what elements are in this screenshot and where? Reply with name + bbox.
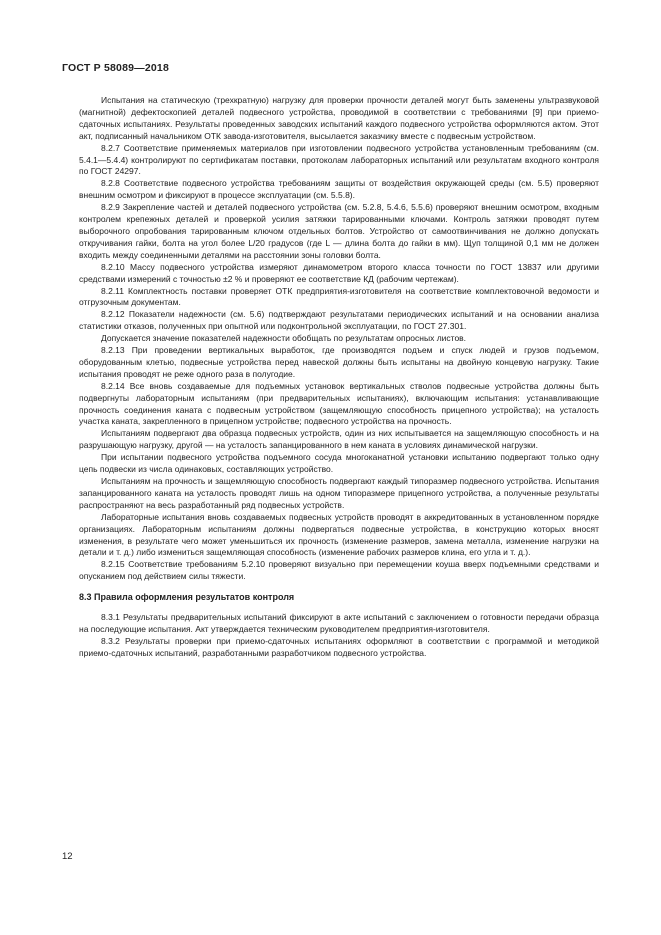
page-number: 12	[62, 851, 73, 862]
paragraph: 8.2.7 Соответствие применяемых материалов при изготовлении подвесного устройства установленным требованиям (см. 5.4.1—5.4.4) контролируют по сертификатам поставки, протоколам лабораторных испытаний или результатам входного контроля по ГОСТ 24297.	[79, 142, 599, 177]
paragraph: Лабораторные испытания вновь создаваемых подвесных устройств проводят в аккредитованных в установленном порядке организациях. Лабораторным испытаниям должны подвергаться подвесные устройства, в конструкцию которых вносят изменения, в результате чего может уменьшиться их прочность (изменение размеров, замена металла, изменение нагрузки на детали и т. д.) либо измениться защемляющая способность (изменение рабочих размеров клина, его угла и т. д.).	[79, 511, 599, 558]
paragraph: 8.2.14 Все вновь создаваемые для подъемных установок вертикальных стволов подвесные устройства должны быть подвергнуты лабораторным испытаниям (при предварительных испытаниях), включающим испытания: устанавливающие прочность соединения каната с подвесным устройством (защемляющую способность прицепного устройства); на усталость участка каната, закрепленного в прицепном устройстве; подвесного устройства на прочность.	[79, 380, 599, 427]
paragraph: 8.3.2 Результаты проверки при приемо-сдаточных испытаниях оформляют в соответствии с программой и методикой приемо-сдаточных испытаний, разработанными разработчиком подвесного устройства.	[79, 635, 599, 658]
paragraph: При испытании подвесного устройства подъемного сосуда многоканатной установки испытанию подвергают только одну цепь подвески из числа одинаковых, составляющих устройство.	[79, 452, 599, 475]
paragraph: 8.2.15 Соответствие требованиям 5.2.10 проверяют визуально при перемещении коуша вверх подъемными средствами и опусканием под действием силы тяжести.	[79, 559, 599, 582]
paragraph: 8.2.12 Показатели надежности (см. 5.6) подтверждают результатами периодических испытаний и на основании анализа статистики отказов, полученных при опытной или подконтрольной эксплуатации, по ГОСТ 27.301.	[79, 309, 599, 332]
paragraph: Испытаниям подвергают два образца подвесных устройств, один из них испытывается на защемляющую способность и на разрушающую нагрузку, другой — на усталость запанцированного в нем каната в условиях динамической нагрузки.	[79, 428, 599, 451]
paragraph: 8.2.13 При проведении вертикальных выработок, где производятся подъем и спуск людей и грузов подъемом, оборудованным клетью, подвесные устройства перед навеской должны быть испытаны на двойную концевую нагрузку. Такие испытания проводят не реже одного раза в полугодие.	[79, 345, 599, 379]
document-body	[79, 95, 599, 660]
paragraph: 8.2.8 Соответствие подвесного устройства требованиям защиты от воздействия окружающей среды (см. 5.5) проверяют внешним осмотром и фиксируют в процессе эксплуатации (см. 5.5.8).	[79, 178, 599, 201]
paragraph: Испытания на статическую (трехкратную) нагрузку для проверки прочности деталей могут быть заменены ультразвуковой (магнитной) дефектоскопией деталей подвесного устройства, проводимой в соответствии с требованиями [9] при приемо-сдаточных испытаниях. Результаты проведенных заводских испытаний каждого подвесного устройства оформляются актом. Этот акт, подписанный начальником ОТК завода-изготовителя, высылается заказчику вместе с подвесным устройством.	[79, 95, 599, 141]
document-header: ГОСТ Р 58089—2018	[62, 62, 170, 74]
paragraph: 8.2.9 Закрепление частей и деталей подвесного устройства (см. 5.2.8, 5.4.6, 5.5.6) проверяют внешним осмотром, входным контролем крепежных деталей и проверкой усилия затяжки тарированными ключами. Контроль затяжки проводят путем выборочного опробования тарированным ключом отдельных болтов. Устройство от самоотвинчивания не должно допускать откручивания гайки, болта на угол более L/20 градусов (где L — длина болта до гайки в мм). Щуп толщиной 0,1 мм не должен входить между соединенными деталями на расстоянии зоны головки болта.	[79, 202, 599, 260]
section-heading: 8.3 Правила оформления результатов контроля	[79, 592, 295, 603]
paragraph: 8.3.1 Результаты предварительных испытаний фиксируют в акте испытаний с заключением о готовности передачи образца на последующие испытания. Акт утверждается техническим руководителем предприятия-изготовителя.	[79, 612, 599, 634]
paragraph: 8.2.11 Комплектность поставки проверяет ОТК предприятия-изготовителя на соответствие комплектовочной ведомости и отгрузочным документам.	[79, 285, 599, 308]
paragraph: Испытаниям на прочность и защемляющую способность подвергают каждый типоразмер подвесного устройства. Испытания запанцированного каната на усталость проводят лишь на одном типоразмере прицепного устройства, а полученные результаты распространяют на весь разработанный ряд подвесных устройств.	[79, 476, 599, 510]
paragraph: Допускается значение показателей надежности обобщать по результатам опросных листов.	[101, 333, 467, 344]
paragraph: 8.2.10 Массу подвесного устройства измеряют динамометром второго класса точности по ГОСТ 13837 или другими средствами измерений с точностью ±2 % и проверяют ее соответствие КД (рабочим чертежам).	[79, 261, 599, 284]
